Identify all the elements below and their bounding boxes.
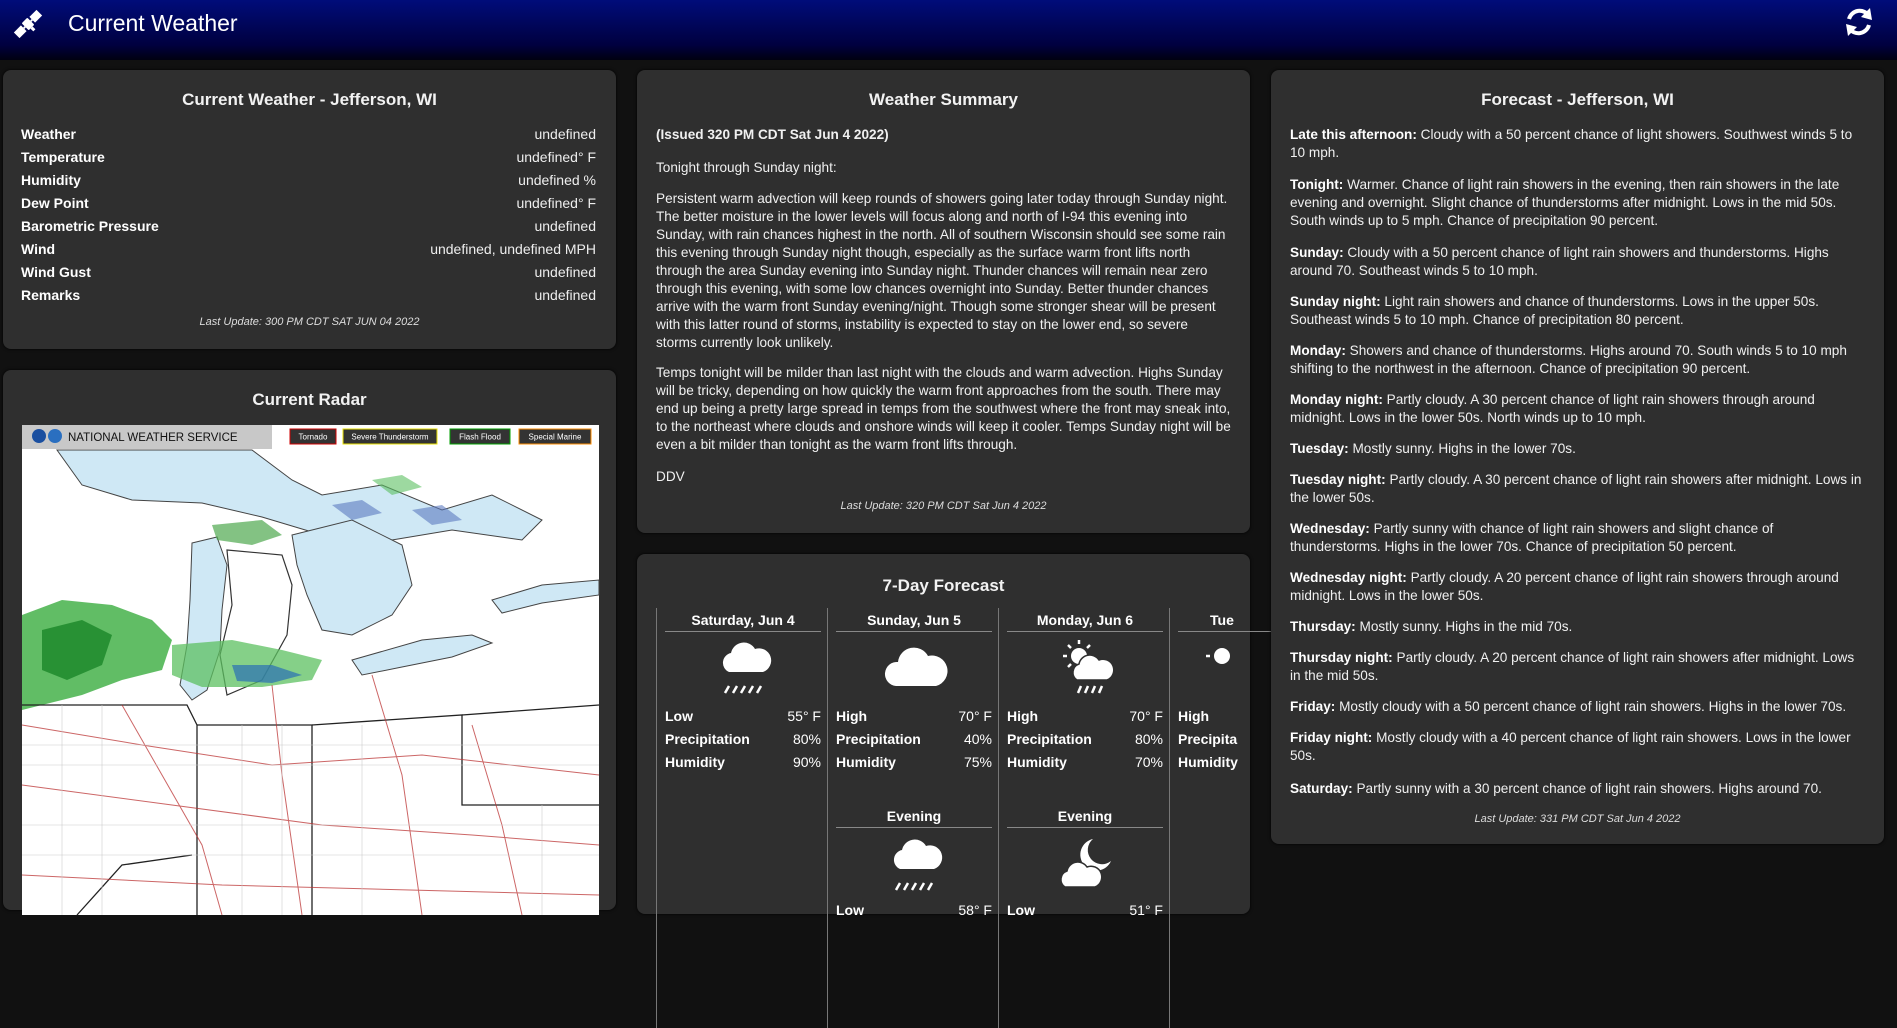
summary-issued: (Issued 320 PM CDT Sat Jun 4 2022) [656,127,889,142]
forecast-item [1290,176,1865,230]
humidity-value: 75% [963,754,992,770]
temp-label: Low [836,902,864,918]
evening-label: Evening [836,808,992,828]
wind-gust-row [21,264,596,280]
row-label: Humidity [21,172,81,188]
summary-heading: Tonight through Sunday night: [656,160,837,175]
summary-paragraph: Persistent warm advection will keep rounds of showers going later today through Sunday night. The better moisture in the lower levels will focus along and north of I-94 this evening into Sunday, with rain chances highest in the north. All of southern Wisconsin should see some rain this evening through Sunday night though, especially as the surface warm front lifts north through the area Sunday evening into Sunday night. Thunder chances will remain near zero through this evening, with some low chances overnight into Sunday. Better thunder chances arrive with the warm front Sunday evening/night. Though some stronger shear will be present with this latter round of storms, instability is expected to stay on the lower end, so severe storms currently look unlikely. [656,191,1228,350]
forecast-period: Thursday: [1290,619,1356,634]
forecast-period: Monday: [1290,343,1346,358]
top-bar [0,0,1897,60]
last-update: Last Update: 300 PM CDT SAT JUN 04 2022 [199,316,420,328]
wind-row [21,241,596,257]
row-value: undefined, undefined MPH [430,241,596,257]
precip-label: Precipitation [836,731,921,747]
forecast-period: Sunday night: [1290,294,1381,309]
row-label: Remarks [21,287,81,303]
forecast-period: Tuesday: [1290,441,1349,456]
forecast-period: Saturday: [1290,781,1353,796]
forecast-text: Partly sunny with chance of light rain showers and slight chance of thunderstorms. Highs in the lower 70s. Chance of precipitation 50 percent. [1290,521,1774,554]
last-update: Last Update: 331 PM CDT Sat Jun 4 2022 [1474,813,1681,825]
seven-day-title: 7-Day Forecast [882,576,1005,595]
radar-agency: NATIONAL WEATHER SERVICE [68,432,238,444]
forecast-item [1290,780,1865,798]
forecast-item [1290,293,1865,329]
row-label: Temperature [21,149,105,165]
forecast-text: Partly sunny with a 30 percent chance of light rain showers. Highs around 70. [1356,781,1822,796]
row-label: Dew Point [21,195,89,211]
seven-day-forecast-panel [637,554,1250,918]
forecast-period: Friday: [1290,699,1336,714]
precip-row [836,731,992,747]
temp-label: Low [1007,902,1035,918]
forecast-panel [1271,70,1884,844]
humidity-value: 70% [1134,754,1163,770]
temperature-row [21,149,596,165]
humidity-row [21,172,596,188]
forecast-item [1290,126,1865,162]
cloud-rain-icon [715,636,775,696]
radar-panel [3,370,616,910]
humidity-label: Humidity [1007,754,1067,770]
legend-special-marine: Special Marine [528,432,582,442]
forecast-text: Mostly cloudy with a 40 percent chance of light rain showers. Lows in the lower 50s. [1290,730,1851,763]
row-value: undefined [534,264,596,280]
row-value: undefined° F [516,149,596,165]
sun-cloud-rain-icon [1057,636,1117,696]
temp-label: High [1178,708,1210,724]
day-card [998,608,1169,1028]
forecast-period: Tuesday night: [1290,472,1386,487]
cloud-rain-icon [886,833,946,893]
humidity-row [836,754,992,770]
row-label: Wind Gust [21,264,91,280]
row-label: Barometric Pressure [21,218,159,234]
row-value: undefined [534,218,596,234]
forecast-text: Light rain showers and chance of thunderstorms. Lows in the upper 50s. Southeast winds 5 to 10 mph. Chance of precipitation 80 percent. [1290,294,1819,327]
forecast-item [1290,471,1865,507]
current-weather-title: Current Weather - Jefferson, WI [182,90,437,109]
day-name: Saturday, Jun 4 [665,612,821,632]
humidity-row [665,754,821,770]
forecast-text: Partly cloudy. A 20 percent chance of light rain showers after midnight. Lows in the mid 50s. [1290,650,1855,683]
precip-row [1007,731,1163,747]
weather-summary-panel [637,70,1250,533]
precip-label: Precipitation [1007,731,1092,747]
summary-author: DDV [656,469,685,484]
forecast-text: Mostly sunny. Highs in the lower 70s. [1352,441,1576,456]
evening-temp-row [836,902,992,918]
day-card [656,608,827,1028]
forecast-item [1290,698,1865,716]
temp-label: Low [665,708,693,724]
row-label: Weather [21,126,76,142]
forecast-text: Mostly sunny. Highs in the mid 70s. [1359,619,1573,634]
last-update: Last Update: 320 PM CDT Sat Jun 4 2022 [840,500,1047,512]
nws-logo-icon [48,429,62,443]
humidity-value: 90% [792,754,821,770]
humidity-label: Humidity [665,754,725,770]
forecast-item [1290,618,1865,636]
forecast-text: Warmer. Chance of light rain showers in the evening, then rain showers in the late evening and overnight. Slight chance of thunderstorms after midnight. Lows in the mid 50s. South winds up to 5 mph. Chance of precipitation 90 percent. [1290,177,1840,228]
temp-value: 70° F [1129,708,1163,724]
weather-row [21,126,596,142]
radar-title: Current Radar [252,390,367,409]
noaa-logo-icon [32,429,46,443]
precip-value: 80% [792,731,821,747]
forecast-text: Partly cloudy. A 30 percent chance of light rain showers after midnight. Lows in the lower 50s. [1290,472,1862,505]
humidity-label: Humidity [836,754,896,770]
temp-row [665,708,821,724]
forecast-period: Friday night: [1290,730,1373,745]
precip-label: Precipitation [665,731,750,747]
temp-label: High [836,708,868,724]
forecast-text: Partly cloudy. A 30 percent chance of light rain showers through around midnight. Lows in the lower 50s. North winds up to 10 mph. [1290,392,1815,425]
humidity-row [1007,754,1163,770]
temp-label: High [1007,708,1039,724]
forecast-period: Wednesday night: [1290,570,1407,585]
sun-icon [1200,636,1260,696]
precip-row [665,731,821,747]
row-value: undefined [534,287,596,303]
row-value: undefined° F [516,195,596,211]
legend-flash-flood: Flash Flood [459,432,501,442]
forecast-text: Showers and chance of thunderstorms. Highs around 70. South winds 5 to 10 mph shifting to the northwest in the afternoon. Chance of precipitation 90 percent. [1290,343,1847,376]
forecast-item [1290,342,1865,378]
day-name: Sunday, Jun 5 [836,612,992,632]
legend-severe-thunderstorm: Severe Thunderstorm [351,432,429,442]
summary-title: Weather Summary [869,90,1018,109]
satellite-icon [10,6,46,42]
forecast-text: Cloudy with a 50 percent chance of light rain showers and thunderstorms. Highs around 70. Southeast winds 5 to 10 mph. [1290,245,1829,278]
current-weather-panel [3,70,616,349]
forecast-item [1290,440,1865,458]
forecast-item [1290,520,1865,556]
humidity-label: Humidity [1178,754,1238,770]
refresh-icon[interactable] [1842,5,1876,39]
forecast-item [1290,391,1865,427]
forecast-period: Sunday: [1290,245,1344,260]
row-value: undefined % [518,172,596,188]
moon-cloud-icon [1057,833,1117,893]
evening-temp-row [1007,902,1163,918]
row-label: Wind [21,241,56,257]
radar-map[interactable] [22,425,599,915]
temp-row [836,708,992,724]
legend-tornado: Tornado [298,432,328,442]
temp-row [1007,708,1163,724]
pressure-row [21,218,596,234]
dew-point-row [21,195,596,211]
forecast-period: Monday night: [1290,392,1383,407]
forecast-item [1290,569,1865,605]
temp-value: 55° F [787,708,821,724]
forecast-text: Mostly cloudy with a 50 percent chance of light rain showers. Highs in the lower 70s. [1339,699,1847,714]
temp-value: 70° F [958,708,992,724]
forecast-item [1290,244,1865,280]
temp-value: 58° F [958,902,992,918]
forecast-period: Thursday night: [1290,650,1393,665]
day-card-clipped [1169,608,1238,1028]
summary-paragraph: Temps tonight will be milder than last night with the clouds and warm advection. Highs Sunday will be tricky, depending on how quickly the warm front approaches from the south. There may end up being a pretty large spread in temps from the southwest where the front may sneak into, to the northeast where clouds and onshore winds will keep it cooler. Temps Sunday night will be even a bit milder than tonight as the warm front lifts through. [656,365,1231,452]
evening-label: Evening [1007,808,1163,828]
row-value: undefined [534,126,596,142]
forecast-period: Late this afternoon: [1290,127,1417,142]
forecast-text: Cloudy with a 50 percent chance of light showers. Southwest winds 5 to 10 mph. [1290,127,1853,160]
forecast-text: Partly cloudy. A 20 percent chance of light rain showers through around midnight. Lows in the lower 50s. [1290,570,1839,603]
forecast-period: Wednesday: [1290,521,1370,536]
forecast-period: Tonight: [1290,177,1344,192]
day-card [827,608,998,1028]
cloud-icon [886,636,946,696]
day-name: Monday, Jun 6 [1007,612,1163,632]
forecast-title: Forecast - Jefferson, WI [1481,90,1674,109]
precip-label: Precipita [1178,731,1238,747]
temp-value: 51° F [1129,902,1163,918]
precip-value: 40% [963,731,992,747]
precip-value: 80% [1134,731,1163,747]
app-title: Current Weather [68,10,238,36]
forecast-item [1290,729,1865,765]
forecast-item [1290,649,1865,685]
day-name: Tue [1178,612,1334,632]
remarks-row [21,287,596,303]
